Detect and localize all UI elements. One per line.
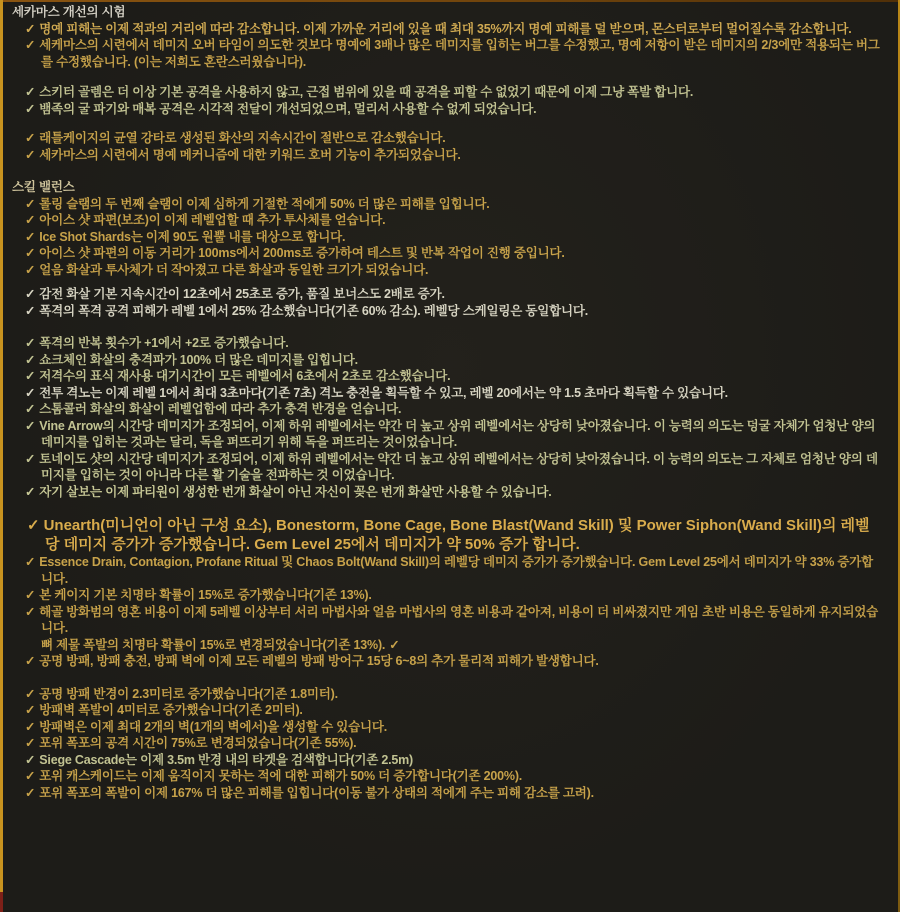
patch-note-item xyxy=(12,785,881,802)
check-icon: ✓ xyxy=(25,785,36,800)
check-icon: ✓ xyxy=(25,287,36,301)
patch-note-item xyxy=(12,752,881,769)
check-icon: ✓ xyxy=(25,752,36,767)
patch-note-text: 해골 방화범의 영혼 비용이 이제 5레벨 이상부터 서리 마법사와 얼음 마법사의 영혼 비용과 같아져, 비용이 더 비싸졌지만 게임 초반 비용은 동일하게 유지되었습니다. xyxy=(39,604,879,635)
patch-note-item xyxy=(12,352,881,369)
patch-note-text: 본 케이지 기본 치명타 확률이 15%로 증가했습니다(기존 13%). xyxy=(39,588,372,602)
patch-note-item xyxy=(12,653,881,670)
check-icon: ✓ xyxy=(25,147,36,162)
patch-note-text: 스키터 골렘은 더 이상 기본 공격을 사용하지 않고, 근접 범위에 있을 때 공격을 피할 수 없었기 때문에 이제 그냥 폭발 합니다. xyxy=(39,85,694,99)
check-icon: ✓ xyxy=(25,336,36,350)
patch-note-text: 뼈 제물 폭발의 치명타 확률이 15%로 변경되었습니다(기존 13%). xyxy=(41,637,386,652)
patch-note-text: 방패벽은 이제 최대 2개의 벽(1개의 벽에서)을 생성할 수 있습니다. xyxy=(39,719,388,734)
patch-note-item xyxy=(12,768,881,785)
patch-note-item xyxy=(12,101,881,118)
patch-note-item xyxy=(12,37,881,70)
patch-note-item xyxy=(12,385,881,402)
patch-note-text: 폭격의 반복 횟수가 +1에서 +2로 증가했습니다. xyxy=(39,336,289,350)
patch-note-text: 명예 피해는 이제 적과의 거리에 따라 감소합니다. 이제 가까운 거리에 있을 때 최대 35%까지 명예 피해를 덜 받으며, 몬스터로부터 멀어질수록 감소합니다. xyxy=(39,21,852,36)
check-icon: ✓ xyxy=(25,686,36,701)
patch-note-text: Siege Cascade는 이제 3.5m 반경 내의 타겟을 검색합니다(기존 2.5m) xyxy=(39,752,414,767)
check-icon: ✓ xyxy=(25,418,36,433)
check-icon: ✓ xyxy=(25,736,36,750)
patch-note-text: 세케마스의 시련에서 데미지 오버 타임이 의도한 것보다 명예에 3배나 많은 데미지를 입히는 버그를 수정했고, 명예 저항이 받은 데미지의 2/3에만 적용되는 버그를 수정했습니다. (이는 저희도 혼란스러웠습니다). xyxy=(39,38,880,69)
patch-note-text: 스톰콜러 화살의 화살이 레벨업함에 따라 추가 충격 반경을 얻습니다. xyxy=(39,402,402,416)
patch-note-text: 세카마스의 시련에서 명예 메커니즘에 대한 키워드 호버 기능이 추가되었습니다. xyxy=(39,147,461,162)
check-icon: ✓ xyxy=(25,213,36,227)
patch-note-item xyxy=(12,212,881,229)
patch-note-item xyxy=(12,735,881,752)
patch-note-item xyxy=(12,245,881,262)
check-icon: ✓ xyxy=(25,484,36,499)
patch-note-item xyxy=(12,401,881,418)
patch-note-text: 폭격의 폭격 공격 피해가 레벨 1에서 25% 감소했습니다(기존 60% 감소). 레벨당 스케일링은 동일합니다. xyxy=(39,303,588,318)
left-border-red-segment xyxy=(0,892,3,912)
patch-note-item xyxy=(12,303,881,320)
patch-note-text: 토네이도 샷의 시간당 데미지가 조정되어, 이제 하위 레벨에서는 약간 더 높고 상위 레벨에서는 상당히 낮아졌습니다. 이 능력의 의도는 그 자체로 엄청난 양의 데미지를 입히는 것이 아니라 다른 활 기술을 전파하는 것 이었습니다. xyxy=(39,451,878,482)
patch-note-text: 방패벽 폭발이 4미터로 증가했습니다(기존 2미터). xyxy=(39,703,303,717)
check-icon: ✓ xyxy=(25,131,36,145)
patch-note-item xyxy=(12,21,881,38)
patch-note-text: 포위 캐스케이드는 이제 움직이지 못하는 적에 대한 피해가 50% 더 증가합니다(기존 200%). xyxy=(39,769,523,783)
patch-note-text: Unearth(미니언이 아닌 구성 요소), Bonestorm, Bone Cage, Bone Blast(Wand Skill) 및 Power Siphon(Wand Skill)의 레벨당 데미지 증가가 증가했습니다. Gem Level 25에서 데미지가 약 50% 증가 합니다. xyxy=(43,517,870,553)
check-icon: ✓ xyxy=(25,196,36,211)
check-icon: ✓ xyxy=(25,101,36,116)
patch-note-item xyxy=(12,286,881,303)
check-icon: ✓ xyxy=(25,352,36,367)
patch-note-item xyxy=(12,719,881,736)
patch-note-item xyxy=(12,686,881,703)
check-icon: ✓ xyxy=(27,517,40,534)
section-title: 스킬 밸런스 xyxy=(12,180,75,194)
patch-note-item xyxy=(12,702,881,719)
patch-note-item xyxy=(12,418,881,451)
check-icon: ✓ xyxy=(25,229,36,244)
patch-note-text: 아이스 샷 파편의 이동 거리가 100ms에서 200ms로 증가하여 테스트 및 반복 작업이 진행 중입니다. xyxy=(39,246,565,260)
check-icon: ✓ xyxy=(25,262,36,277)
check-icon: ✓ xyxy=(25,303,36,318)
patch-note-item xyxy=(12,554,881,587)
check-icon: ✓ xyxy=(25,769,36,783)
patch-note-text: 롤링 슬램의 두 번째 슬램이 이제 심하게 기절한 적에게 50% 더 많은 피해를 입힙니다. xyxy=(39,196,490,211)
patch-note-item xyxy=(12,229,881,246)
patch-note-text: 아이스 샷 파편(보조)이 이제 레벨업할 때 추가 투사체를 얻습니다. xyxy=(39,213,386,227)
patch-note-text: 자기 살보는 이제 파티원이 생성한 번개 화살이 아닌 자신이 꽂은 번개 화살만 사용할 수 있습니다. xyxy=(39,484,552,499)
check-icon: ✓ xyxy=(25,38,36,52)
patch-note-text: 전투 격노는 이제 레벨 1에서 최대 3초마다(기존 7초) 격노 충전을 획득할 수 있고, 레벨 20에서는 약 1.5 초마다 획득할 수 있습니다. xyxy=(39,385,728,400)
patch-note-text: 저격수의 표식 재사용 대기시간이 모든 레벨에서 6초에서 2초로 감소했습니다. xyxy=(39,369,451,383)
patch-note-item xyxy=(12,130,881,147)
check-icon: ✓ xyxy=(25,385,36,400)
patch-note-item xyxy=(12,451,881,484)
check-icon: ✓ xyxy=(25,85,36,99)
check-icon: ✓ xyxy=(25,21,36,36)
check-icon: ✓ xyxy=(25,402,36,416)
patch-note-text: 포위 폭포의 폭발이 이제 167% 더 많은 피해를 입힙니다(이동 불가 상태의 적에게 주는 피해 감소를 고려). xyxy=(39,785,594,800)
patch-note-item xyxy=(12,196,881,213)
patch-note-item xyxy=(12,587,881,604)
check-icon: ✓ xyxy=(389,637,400,652)
patch-note-item xyxy=(12,604,881,637)
check-icon: ✓ xyxy=(25,451,36,466)
patch-note-text: Ice Shot Shards는 이제 90도 원뿔 내를 대상으로 합니다. xyxy=(39,229,346,244)
check-icon: ✓ xyxy=(25,246,36,260)
patch-note-item xyxy=(12,637,881,654)
patch-note-item xyxy=(12,147,881,164)
patch-note-text: 래틀케이지의 균열 강타로 생성된 화산의 지속시간이 절반으로 감소했습니다. xyxy=(39,131,446,145)
check-icon: ✓ xyxy=(25,555,36,569)
patch-note-item xyxy=(12,484,881,501)
patch-note-text: Vine Arrow의 시간당 데미지가 조정되어, 이제 하위 레벨에서는 약간 더 높고 상위 레벨에서는 상당히 낮아졌습니다. 이 능력의 의도는 덩굴 자체가 엄청난 양의 데미지를 입히는 것과는 달리, 독을 퍼뜨리기 위해 독을 퍼뜨리는 것이었습니다. xyxy=(39,418,876,449)
section-title: 세카마스 개선의 시험 xyxy=(12,5,126,19)
check-icon: ✓ xyxy=(25,719,36,734)
patch-note-text: 얼음 화살과 투사체가 더 작아졌고 다른 화살과 동일한 크기가 되었습니다. xyxy=(39,262,429,277)
patch-note-text: 쇼크체인 화살의 충격파가 100% 더 많은 데미지를 입힙니다. xyxy=(39,352,358,367)
check-icon: ✓ xyxy=(25,588,36,602)
patch-note-text: Essence Drain, Contagion, Profane Ritual 및 Chaos Bolt(Wand Skill)의 레벨당 데미지 증가가 증가했습니다. Gem Level 25에서 데미지가 약 33% 증가합니다. xyxy=(39,555,874,586)
patch-note-text: 공명 방패 반경이 2.3미터로 증가했습니다(기존 1.8미터). xyxy=(39,686,338,701)
patch-note-item xyxy=(12,262,881,279)
check-icon: ✓ xyxy=(25,369,36,383)
patch-note-text: 감전 화살 기본 지속시간이 12초에서 25초로 증가, 품질 보너스도 2배로 증가. xyxy=(39,287,445,301)
patch-note-item xyxy=(12,368,881,385)
patch-note-item xyxy=(12,516,881,554)
content xyxy=(3,2,887,801)
patch-note-text: 뱀족의 굴 파기와 매복 공격은 시각적 전달이 개선되었으며, 멀리서 사용할 수 없게 되었습니다. xyxy=(39,101,537,116)
patch-note-text: 공명 방패, 방패 충전, 방패 벽에 이제 모든 레벨의 방패 방어구 15당 6~8의 추가 물리적 피해가 발생합니다. xyxy=(39,654,599,668)
check-icon: ✓ xyxy=(25,604,36,619)
check-icon: ✓ xyxy=(25,703,36,717)
check-icon: ✓ xyxy=(25,654,36,668)
patch-note-item xyxy=(12,335,881,352)
patch-note-text: 포위 폭포의 공격 시간이 75%로 변경되었습니다(기존 55%). xyxy=(39,736,357,750)
patch-note-item xyxy=(12,84,881,101)
